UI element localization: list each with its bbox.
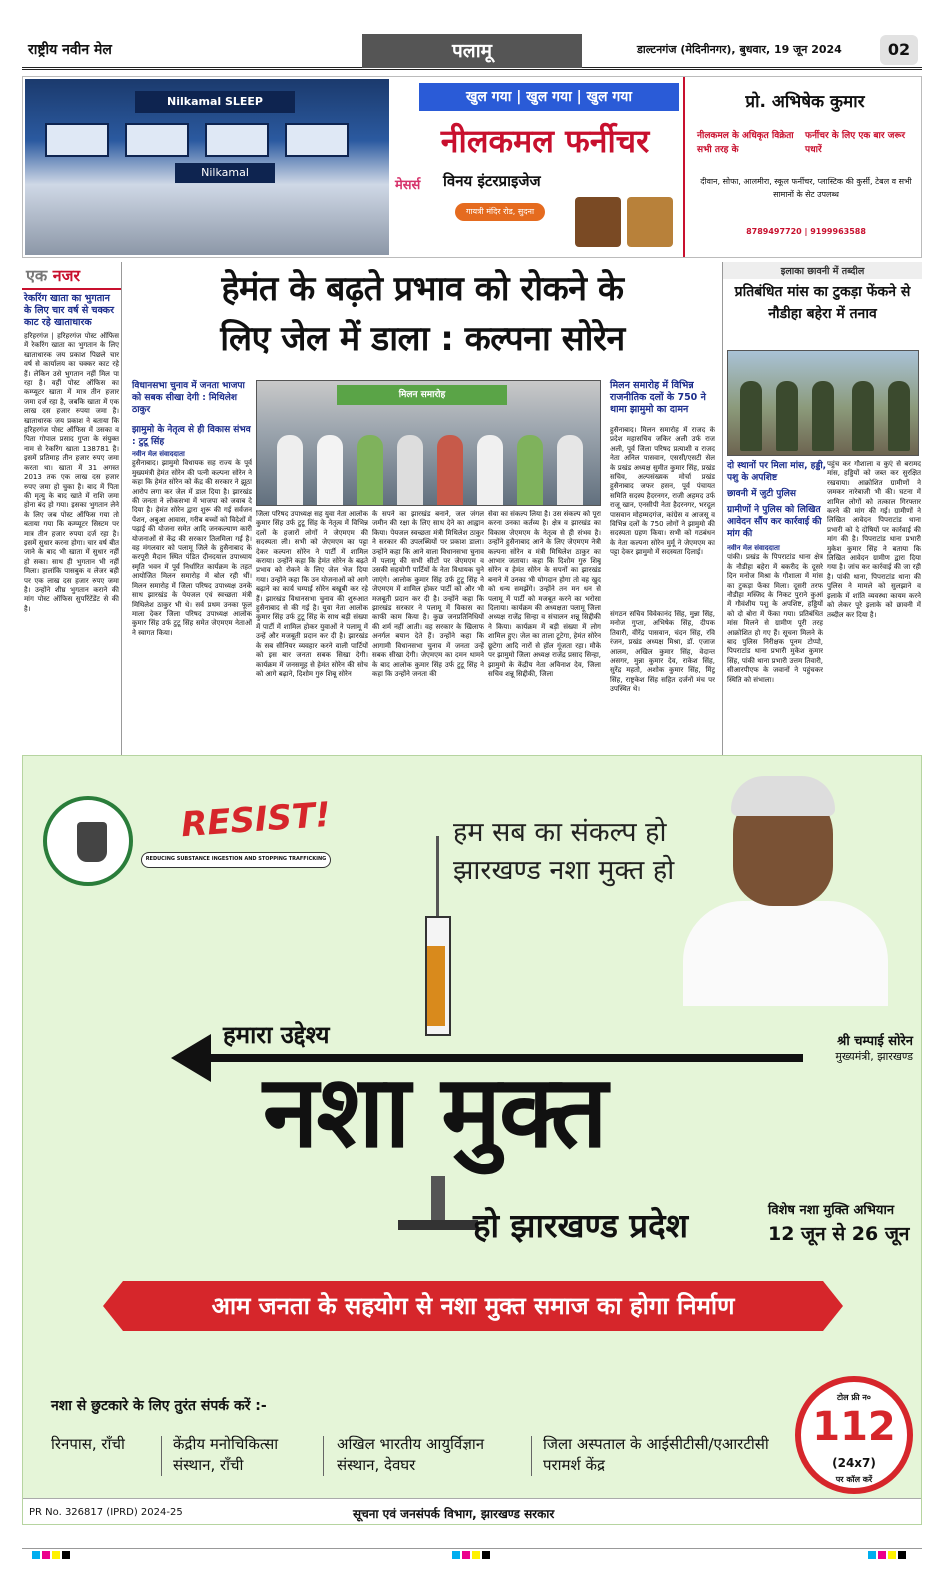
column-head	[22, 262, 121, 290]
soldier-figure	[812, 381, 834, 451]
store-sign-lower: Nilkamal	[175, 163, 275, 183]
person-figure	[317, 435, 343, 505]
right-story-photo	[727, 350, 919, 456]
soldier-figure	[776, 381, 798, 451]
soldier-figure	[852, 381, 874, 451]
ad-footer	[23, 1498, 922, 1525]
main-text-col-2: जिला परिषद उपाध्यक्ष सह युवा नेता आलोक कुमार सिंह उर्फ टुटू सिंह के नेतृत्व में विभिन्न दलों के हजारों लोगों ने जेएमएम की सदस्यता ली। सभी को जेएमएम का पट्टा देकर कल्पना सोरेन ने पार्टी में शामिल कराया। उन्होंने कहा कि हेमंत सोरेन के बढ़ते प्रभाव को रोकने के लिए जेल भेज दिया गया। उन्होंने कहा कि उन योजनाओं को आगे बढ़ाने का कार्य चम्पाई सोरेन बखूबी कर रहे हैं। झारखंड विधानसभा चुनाव की शुरुआत हुसैनाबाद से की गई है। युवा नेता आलोक कुमार सिंह उर्फ टुटू सिंह के साथ बड़ी संख्या में पार्टी में शामिल होकर युवाओं ने पलामू में उन्हें और मजबूती प्रदान कर दी है। झारखंड के सब सीनियर व्यवहार करने वाली पार्टियों को इस बार जनता सबक सिखा देगी। कार्यक्रम में जनसमूह से हेमंत सोरेन की सोच को आगे बढ़ाने, दिशोम गुरु शिबू सोरेन	[256, 510, 368, 678]
ad-proprietor-panel	[683, 77, 921, 257]
page-number: 02	[880, 35, 918, 65]
divider	[161, 1436, 162, 1476]
open-banner: खुल गया | खुल गया | खुल गया	[419, 83, 679, 111]
store-window	[125, 123, 189, 157]
main-col-1-text: हुसैनाबाद। झामुमो विधायक सह राज्य के पूर्व मुख्यमंत्री हेमंत सोरेन की पत्नी कल्पना सोरेन ने कहा कि हेमंत सोरेन को केंद्र की सरकार ने झूठा आरोप लगा कर जेल में डाल दिया है। झारखंड की जनता ने लोकसभा में भाजपा को जवाब दे दिया है। हेमंत सोरेन द्वारा शुरू की गई सर्वजन पेंशन, अबुआ आवास, गरीब बच्चों को विदेशों में पढ़ाई की योजना समेत आदि जनकल्याण कारी योजनाओं से केंद्र की सरकार तिलमिला गई है। वह मंगलवार को पलामू जिले के हुसैनाबाद के करपूरी मैदान स्थित पंडित दीनदयाल उपाध्याय स्मृति भवन में पूर्व निर्धारित कार्यक्रम के तहत आयोजित मिलन समारोह में बोल रही थीं। मिलन समारोह में जिला परिषद उपाध्यक्ष उनके साथ झारखंड के पेयजल एवं स्वच्छता मंत्री मिथिलेश ठाकुर भी थे। सर्व प्रथम उनका फूल माला देकर जिला परिषद उपाध्यक्ष आलोक कुमार सिंह उर्फ टुटू सिंह समेत जेएमएम नेताओं ने स्वागत किया।	[132, 459, 252, 637]
newspaper-page	[22, 30, 922, 1545]
main-text-col-1	[132, 450, 252, 760]
store-window	[205, 123, 269, 157]
drug-free-title: नशा मुक्त	[263, 1053, 606, 1170]
main-sidebox-heading: मिलन समारोह में विभिन्न राजनीतिक दलों के 750 ने थामा झामुमो का दामन	[610, 380, 706, 415]
person-figure	[357, 435, 383, 505]
masthead	[22, 30, 922, 70]
cm-title: मुख्यमंत्री, झारखण्ड	[835, 1050, 913, 1063]
photo-banner: मिलन समारोह	[337, 385, 507, 405]
ad-line-2: फर्नीचर के लिए एक बार जरूर पधारें	[805, 131, 906, 155]
chief-minister-portrait	[673, 776, 898, 1006]
person-figure	[477, 435, 503, 505]
main-text-col-5: हुसैनाबाद। मिलन समारोह में राजद के प्रदेश महासचिव जकिर अली उर्फ राज अली, पूर्व जिला परिषद प्रत्याशी व राजद नेता अनिल पासवान, एससी/एसटी सेल के प्रखंड अध्यक्ष सुमीत कुमार सिंह, प्रखंड सचिव, अल्पसंख्यक मोर्चा प्रखंड हुसैनाबाद जफर हसन, पूर्व पंचायत समिति सदस्य हैदरनगर, राजी अहमद उर्फ राजू खान, एनसीपी नेता हैदरनगर, भरदूल पासवान मोहम्मदगंज, कांग्रेस व आजसू व विभिन्न दलों के 750 लोगों ने झामुमो की सदस्यता ग्रहण किया। सभी को गठबंधन के नेता कल्पना सोरेन मुर्मू ने जेएमएम का पट्टा देकर झामुमो में सदस्यता दिलाई।	[610, 426, 715, 557]
headline-line-2: लिए जेल में डाला : कल्पना सोरेन	[220, 319, 625, 359]
resist-tagline: REDUCING SUBSTANCE INGESTION AND STOPPING TRAFFICKING	[141, 852, 331, 868]
anti-drug-advertisement	[22, 755, 922, 1525]
contact-address: अखिल भारतीय आयुर्विज्ञान संस्थान, देवघर	[337, 1435, 485, 1474]
headline-line-1: हेमंत के बढ़ते प्रभाव को रोकने के	[221, 269, 624, 309]
right-byline: नवीन मेल संवाददाता	[727, 544, 780, 552]
ad-firm: विनय इंटरप्राइजेज	[443, 172, 541, 190]
byline: नवीन मेल संवाददाता	[132, 450, 185, 458]
ad-brand: नीलकमल फर्नीचर	[440, 122, 650, 160]
person-figure	[277, 435, 303, 505]
dateline: डाल्टनगंज (मेदिनीनगर), बुधवार, 19 जून 2024	[637, 43, 842, 56]
main-bullets	[132, 380, 252, 456]
person-figure	[517, 435, 543, 505]
our-aim-label: हमारा उद्देश्य	[223, 1021, 330, 1049]
toll-number: 112	[812, 1404, 896, 1450]
soldier-figure	[888, 381, 910, 451]
contact-address: जिला अस्पताल के आईसीटीसी/एआरटीसी परामर्श केंद्र	[543, 1435, 769, 1474]
ad-line-1: नीलकमल के अधिकृत विक्रेता सभी तरह के	[697, 131, 794, 155]
store-sign: Nilkamal SLEEP	[135, 91, 295, 113]
right-col-1-text: पांकी। प्रखंड के पिपराटांड थाना क्षेत्र के नौडीहा बहेरा में बकरीद के दूसरे दिन मनोज मिश्रा के गौशाला में मांस का टुकड़ा फेंका मिला। दूसरी तरफ नौडीहा मस्जिद के निकट पुराने कुआं में गौवंशीय पशु के अपशिष्ट, हड्डियों को दो बोरा में फेंका गया। प्रतिबंधित मांस मिलने से ग्रामीण पूरी तरह आक्रोशित हो गए हैं। सूचना मिलने के बाद पुलिस निरीक्षक पूनम टोप्पो, पिपराटांड थाना प्रभारी मुकेश कुमार सिंह, पांकी थाना प्रभारी उत्तम तिवारी, सीआरपीएफ के जवानों ने पहुंचकर स्थिति को संभाला।	[727, 553, 823, 684]
main-text-col-4: सेवा का संकल्प लिया है। उस संकल्प को पूरा करना उनका कर्तव्य है। क्षेत्र व झारखंड का विकास जेएमएम के नेतृत्व से ही संभव है। उन्होंने हुसैनाबाद आने के लिए जेएमएम नेत्री कल्पना सोरेन व मंत्री मिथिलेश ठाकुर का आभार जताया। कहा कि दिशोम गुरु शिबू सोरेन व हेमंत सोरेन के सपनों का झारखंड बनाने में उनका भी योगदान होगा तो वह खुद को धन्य समझेंगे। उन्होंने तन मन धन से पलामू में पार्टी को मजबूत करने का भरोसा दिलाया। कार्यक्रम की अध्यक्षता पलामू जिला अध्यक्ष राजेंद्र सिन्हा व संचालन शन्नू सिद्दीकी ने किया। कार्यक्रम में बड़ी संख्या में लोग शामिल हुए। जेल का ताला टूटेगा, हेमंत सोरेन छूटेगा आदि नारों से हॉल गूंजता रहा। मौके पर झामुमो जिला अध्यक्ष राजेंद्र प्रसाद सिन्हा, झामुमो के केंद्रीय नेता अविनाश देव, जिला सचिव शन्नू सिद्दीकी, जिला	[488, 510, 601, 678]
right-bullet: ग्रामीणों ने पुलिस को लिखित आवेदन सौंप कर कार्रवाई की मांग की	[727, 505, 822, 539]
furniture-image	[575, 197, 621, 247]
toll-hours: (24x7)	[832, 1456, 876, 1470]
toll-call: पर कॉल करें	[835, 1475, 873, 1484]
contact-heading: नशा से छुटकारे के लिए तुरंत संपर्क करें :-	[51, 1398, 267, 1414]
contact-address: केंद्रीय मनोचिकित्सा संस्थान, राँची	[173, 1435, 279, 1474]
main-text-col-3: के सपने का झारखंड बनाने, जल जंगल जमीन की रक्षा के लिए साथ देने का आह्वान किया। पेयजल स्वच्छता मंत्री मिथिलेश ठाकुर ने सरकार की उपलब्धियों पर प्रकाश डाला। उन्होंने कहा कि आने वाला विधानसभा चुनाव में पलामू की सभी सीटों पर जेएमएम व उसकी सहयोगी पार्टियों के नेता विधायक चुने जाएंगे। आलोक कुमार सिंह उर्फ टुटू सिंह ने जेएमएम में शामिल होकर पार्टी को और भी मजबूती प्रदान कर दी है। उन्होंने कहा कि झारखंड सरकार ने पलामू में विकास का काफी काम किया है। कुछ जनप्रतिनिधियों की शर्म नहीं आती। वह सरकार के खिलाफ अनर्गल बयान देते हैं। उन्होंने कहा कि आगामी विधानसभा चुनाव में जनता उन्हें सबक सीखा देगी। जेएमएम का दमन थामने के बाद आलोक कुमार सिंह उर्फ टुटू सिंह ने कहा कि उन्होंने जनता की	[372, 510, 484, 678]
bullet-point: झामुमो के नेतृत्व से ही विकास संभव : टुटू सिंह	[132, 425, 251, 447]
bullet-point: विधानसभा चुनाव में जनता भाजपा को सबक सीखा देगी : मिथिलेश ठाकुर	[132, 381, 245, 415]
right-text-col-1	[727, 544, 823, 758]
store-window	[45, 123, 109, 157]
right-text-col-2: पहुंच कर गौशाला व कुएं से बरामद मांस, हड्डियों को जब्त कर सुरक्षित रखवाया। आक्रोशित ग्रामीणों ने जमकर नारेबाजी भी की। घटना में शामिल लोगों को तत्काल गिरफ्तार करने की मांग की गई। ग्रामीणों ने लिखित आवेदन पिपराटांड थाना प्रभारी को दे दोषियों पर कार्रवाई की मांग की है। पिपराटांड थाना प्रभारी मुकेश कुमार सिंह ने बताया कि लिखित आवेदन ग्रामीण द्वारा दिया गया है। जांच कर कार्रवाई की जा रही है। पांकी थाना, पिपराटांड थाना की पुलिस ने मामले को सुलझाने व इलाके में शांति व्यवस्था कायम करने को लेकर पूरे इलाके को छावनी में तब्दील कर दिया है।	[827, 460, 921, 619]
main-story-photo	[256, 380, 601, 506]
left-story-title: रेकरिंग खाता का भुगतान के लिए चार वर्ष से चक्कर काट रहे खाताधारक	[24, 293, 114, 328]
pr-number: PR No. 326817 (IPRD) 2024-25	[29, 1507, 183, 1518]
right-bullet: दो स्थानों पर मिला मांस, हड्डी, पशु के अपशिष्ट	[727, 461, 827, 483]
furniture-image	[627, 197, 673, 247]
main-text-col-6: संगठन सचिव विवेकानंद सिंह, मुन्ना सिंह, मनोज गुप्ता, अभिषेक सिंह, दीपक तिवारी, वीरेंद्र पासवान, चंदन सिंह, रवि रंजन, प्रखंड अध्यक्ष मिश्रा, डॉ. एजाज आलम, अखिल कुमार सिंह, वेदान्त असगर, मुन्ना कुमार देव, राकेश सिंह, सुरेंद्र महतो, अशोक कुमार सिंह, मिंटू सिंह, राष्ट्रकेश सिंह सहित दर्जनों मंच पर उपस्थित थे।	[610, 610, 715, 694]
right-bullet: छावनी में जुटी पुलिस	[727, 489, 796, 499]
right-headline: प्रतिबंधित मांस का टुकड़ा फेंकने से नौडीहा बहेरा में तनाव	[734, 284, 911, 322]
ad-phones: 8789497720 | 9199963588	[746, 227, 866, 236]
proprietor-name: प्रो. अभिषेक कुमार	[745, 92, 865, 112]
ad-line-3: दीवान, सोफा, आलमीरा, स्कूल फर्नीचर, प्लास्टिक की कुर्सी, टेबल व सभी सामानों के सेट उपलब्ध	[700, 177, 912, 199]
person-figure	[557, 435, 583, 505]
divider	[323, 1436, 324, 1476]
column-head-a: एक	[26, 266, 48, 285]
toll-label: टोल फ्री न०	[837, 1393, 871, 1402]
syringe-plunger-icon	[431, 1176, 445, 1222]
paper-name: राष्ट्रीय नवीन मेल	[28, 42, 112, 58]
right-kicker: इलाका छावनी में तब्दील	[723, 262, 922, 279]
resist-logo: RESIST!	[179, 794, 332, 846]
divider	[531, 1436, 532, 1476]
person-figure	[397, 435, 423, 505]
left-column	[22, 262, 122, 762]
color-registration-bar	[22, 1548, 922, 1558]
tollfree-badge	[795, 1376, 913, 1494]
soldier-figure	[740, 381, 762, 451]
contact-address: रिनपास, राँची	[51, 1435, 125, 1453]
main-headline	[130, 264, 715, 364]
slogan-line-2: झारखण्ड नशा मुक्त हो	[453, 855, 675, 886]
store-window	[285, 123, 349, 157]
syringe-plunger-base	[398, 1220, 478, 1230]
left-story-body: हरिहरगंज | हरिहरगंज पोस्ट ऑफिस में रेकरिंग खाता का भुगतान के लिए खाताधारक जय प्रकाश पिछले चार वर्ष से कार्यालय का चक्कर काट रहे हैं। लेकिन उसे भुगतान नहीं मिल पा रहा है। वहीं पोस्ट ऑफिस का कम्प्यूटर खाता में मात्र तीन हजार जमा दर्ज रहा है, जबकि खाता में एक लाख दस हजार रुपया जमा है। खाताधारक जय प्रकाश ने बताया कि हरिहरगंज पोस्ट ऑफिस में उसका व पिता गोपाल प्रसाद गुप्ता के संयुक्त नाम से रेकरिंग खाता 138781 है। इसमें प्रतिमाह तीन हजार रुपए जमा करता था। खाता में 31 अगस्त 2013 तक एक लाख दस हजार रुपए जमा हो चुका है। बाद में पिता की मृत्यु के बाद खाते में राशि जमा होना बंद हो गया। इसका भुगतान लेने के लिए जब पोस्ट ऑफिस गया तो बताया गया कि कम्प्यूटर सिस्टम पर मात्र तीन हजार रुपया दर्ज रहा है। इसमें सुधार करना होगा। चार वर्ष बीत जाने के बाद भी खाता में सुधार नहीं हो सका। साथ ही भुगतान भी नहीं मिला। हालांकि पासबुक व लेजर बही पर एक लाख दस हजार रुपए जमा है। उन्होंने शीघ्र भुगतान कराने की मांग पोस्ट ऑफिस सुपरिंटेंडेंट से की है।	[24, 332, 119, 613]
department-name: सूचना एवं जनसंपर्क विभाग, झारखण्ड सरकार	[353, 1507, 555, 1521]
ad-address: गायत्री मंदिर रोड, सुदना	[455, 203, 545, 221]
ad-mesers: मेसर्स	[395, 178, 421, 193]
column-head-b: नजर	[52, 266, 81, 285]
government-seal-icon	[43, 796, 133, 886]
slogan-line-1: हम सब का संकल्प हो	[453, 817, 667, 848]
state-title: हो झारखण्ड प्रदेश	[473, 1206, 689, 1245]
syringe-icon	[425, 836, 451, 1036]
section-title: पलामू	[362, 34, 582, 68]
store-photo	[25, 79, 389, 255]
right-column	[722, 262, 922, 762]
campaign-label: विशेष नशा मुक्ति अभियान	[768, 1203, 895, 1218]
person-figure	[437, 435, 463, 505]
cm-name: श्री चम्पाई सोरेन	[837, 1034, 913, 1049]
furniture-advertisement	[22, 76, 922, 258]
red-banner: आम जनता के सहयोग से नशा मुक्त समाज का होगा निर्माण	[123, 1281, 823, 1331]
campaign-dates: 12 जून से 26 जून	[768, 1223, 910, 1245]
